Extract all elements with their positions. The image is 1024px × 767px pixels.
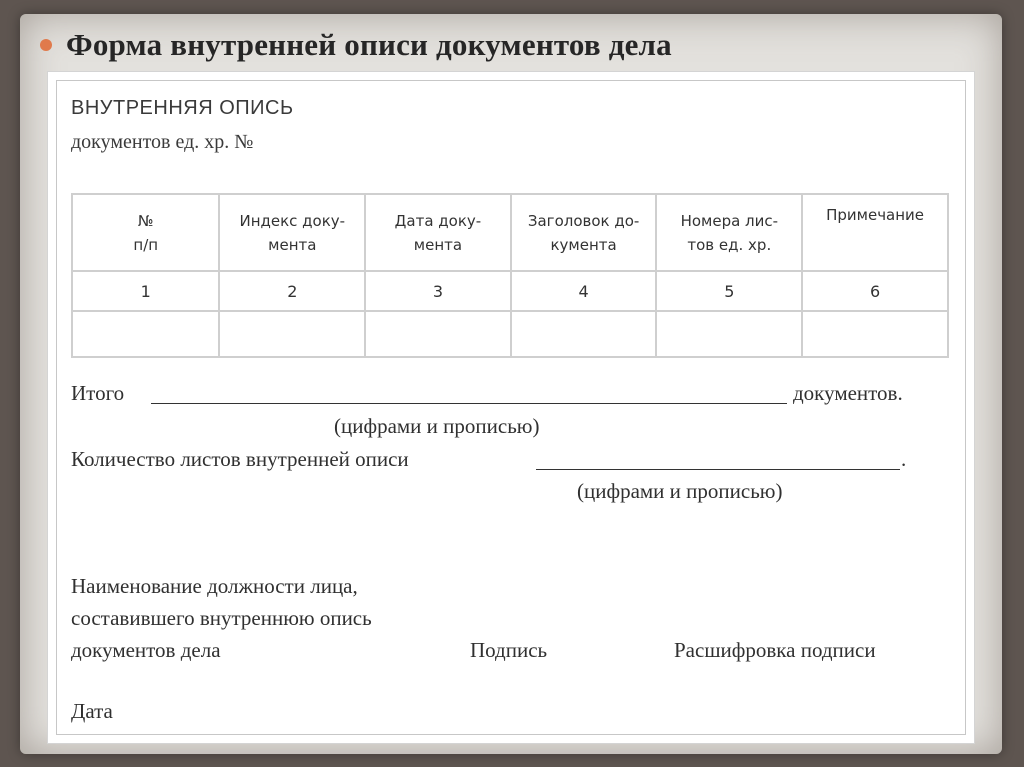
sheets-hint: (цифрами и прописью) bbox=[577, 479, 783, 503]
total-label: Итого bbox=[71, 381, 125, 405]
table-cell: 6 bbox=[802, 271, 948, 311]
table-cell bbox=[219, 311, 365, 357]
table-cell: 5 bbox=[656, 271, 802, 311]
table-cell: 3 bbox=[365, 271, 511, 311]
slide-title: Форма внутренней описи документов дела bbox=[66, 27, 672, 62]
header-cell: Примечание bbox=[802, 194, 948, 271]
table-cell bbox=[72, 311, 219, 357]
table-row bbox=[72, 311, 948, 357]
table-cell bbox=[511, 311, 657, 357]
header-cell: Номера лис- тов ед. хр. bbox=[656, 194, 802, 271]
table-cell bbox=[656, 311, 802, 357]
total-fill-line bbox=[151, 403, 787, 404]
sheets-label: Количество листов внутренней описи bbox=[71, 447, 409, 471]
form-subtitle: документов ед. хр. № bbox=[71, 131, 254, 153]
total-suffix: документов. bbox=[793, 381, 903, 405]
total-hint: (цифрами и прописью) bbox=[334, 414, 540, 438]
date-label: Дата bbox=[71, 699, 113, 723]
header-cell: Индекс доку- мента bbox=[219, 194, 365, 271]
signature-label: Подпись bbox=[470, 638, 548, 662]
table-cell bbox=[365, 311, 511, 357]
table-header-row bbox=[72, 194, 948, 271]
form-title: ВНУТРЕННЯЯ ОПИСЬ bbox=[71, 97, 294, 119]
header-cell: № п/п bbox=[72, 194, 219, 271]
bullet-icon bbox=[40, 39, 52, 51]
header-cell: Дата доку- мента bbox=[365, 194, 511, 271]
sheets-suffix: . bbox=[901, 447, 907, 471]
table-cell: 2 bbox=[219, 271, 365, 311]
header-cell: Заголовок до- кумента bbox=[511, 194, 657, 271]
table-cell: 1 bbox=[72, 271, 219, 311]
table-cell bbox=[802, 311, 948, 357]
position-line-3: документов дела bbox=[71, 638, 221, 662]
inventory-table bbox=[71, 193, 949, 358]
sheets-fill-line bbox=[536, 469, 900, 470]
position-line-2: составившего внутреннюю опись bbox=[71, 606, 372, 630]
slide-header bbox=[40, 22, 672, 68]
form-border bbox=[56, 80, 966, 735]
table-cell: 4 bbox=[511, 271, 657, 311]
position-line-1: Наименование должности лица, bbox=[71, 574, 358, 598]
decoding-label: Расшифровка подписи bbox=[674, 638, 876, 662]
table-number-row bbox=[72, 271, 948, 311]
